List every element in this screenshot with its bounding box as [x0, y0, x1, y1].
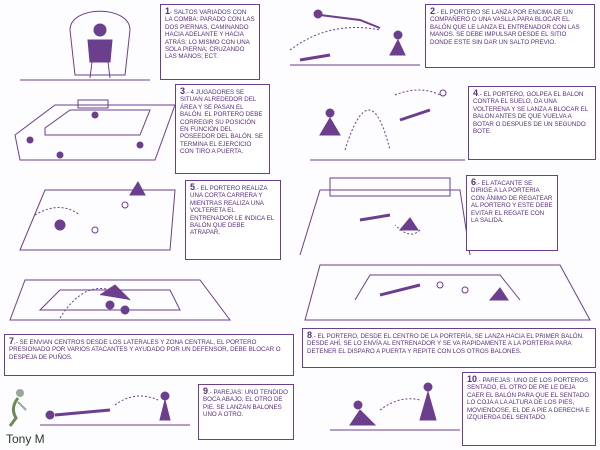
exercise-5-text: 5.- EL PORTERO REALIZA UNA CORTA CARRERA Y MIENTRAS REALIZA UNA VOLTERETA EL ENTRENADOR LE INDICA EL BALÓN QUE DEBE ATRAPAR. [185, 180, 281, 260]
exercise-8-text: 8.- EL PORTERO, DESDE EL CENTRO DE LA PORTERÍA, SE LANZA HACIA EL PRIMER BALÓN. DESDE AHÍ, SE LO ENVÍA AL ENTRENADOR Y SE VA RAPIDAMENTE A LA PORTERIA PARA DETENER EL DISPARO A PUERTA Y REPITE CON LOS OTROS BALONES. [302, 328, 596, 368]
credit-author: Tony M [6, 432, 45, 446]
exercise-4-text: 4.- EL PORTERO, GOLPEA EL BALON CONTRA EL SUELO, DA UNA VOLTERENA Y SE LANZA A BLOCAR EL BALON ANTES DE QUE VUELVA A BOTAR O DESPUES DE UN SEGUNDO BOTE. [468, 86, 596, 160]
exercise-7-text: 7.- SE ENVIAN CENTROS DESDE LOS LATERALES Y ZONA CENTRAL, EL PORTERO PRESIONADO POR VARIOS ATACANTES Y AYUDADO POR UN DEFENSOR, DEBE BLOCAR O DESPEJA DE PUÑOS. [4, 334, 294, 376]
illustration-pairs-seated [330, 383, 460, 430]
exercise-1-text: 1- SALTOS VARIADOS CON LA COMBA: PARADO CON LAS DOS PIERNAS, CAMINANDO HACIA ADELANTE Y HACIA ATRÁS; LO MISMO CON UNA SOLA PIERNA; CRUZANDO LAS MANOS; ECT. [160, 4, 260, 80]
exercise-6-text: 6.- EL ATACANTE SE DIRIGE A LA PORTERIA CON ÁNIMO DE REGATEAR AL PORTERO Y ESTE DEBE EVITAR EL REGATE CON LA SALIDA. [466, 175, 558, 251]
illustration-crosses [10, 280, 230, 320]
runner-logo-icon [6, 388, 30, 428]
illustration-jump-rope [20, 11, 150, 80]
illustration-dive-over [290, 10, 420, 65]
exercise-3-text: 3.- 4 JUGADORES SE SITUAN ALREDEDOR DEL ÁREA Y SE PASAN EL BALÓN. EL PORTERO DEBE CORREGIR SU POSICIÓN EN FUNCIÓN DEL POSEEDOR DEL BALÓN. SE TERMINA EL EJERCICIO CON TIRO A PUERTA. [175, 84, 270, 174]
exercise-10-text: 10.- PAREJAS: UNO DE LOS PORTEROS SENTADO, EL OTRO DE PIE LE DEJA CAER EL BALÓN PARA QUE EL SENTADO LO COJA A LA ALTURA DE LOS PIES, MOVIENDOSE, EL DE A PIE A DERECHA E IZQUIERDA DEL SENTADO. [462, 372, 596, 446]
illustration-shot-save [305, 265, 590, 320]
illustration-area-passing [15, 100, 175, 160]
exercise-9-text: 9.- PAREJAS: UNO TENDIDO BOCA ABAJO, EL OTRO DE PIE. SE LANZAN BALONES UNO A OTRO. [198, 384, 294, 440]
illustration-bounce-dive [310, 90, 465, 160]
exercise-2-text: 2.- EL PORTERO SE LANZA POR ENCIMA DE UN COMPAÑERO O UNA VASLLA PARA BLOCAR EL BALÓN QUE LE LANZA EL ENTRENADOR CON LAS MANOS. SE DEBE IMPULSAR DESDE EL SITIO DONDE ESTE SIN DAR UN SALTO PREVIO. [425, 4, 595, 68]
illustration-pairs-lying [40, 392, 190, 425]
illustration-run-roll [20, 182, 175, 250]
illustration-one-on-one [300, 178, 470, 255]
